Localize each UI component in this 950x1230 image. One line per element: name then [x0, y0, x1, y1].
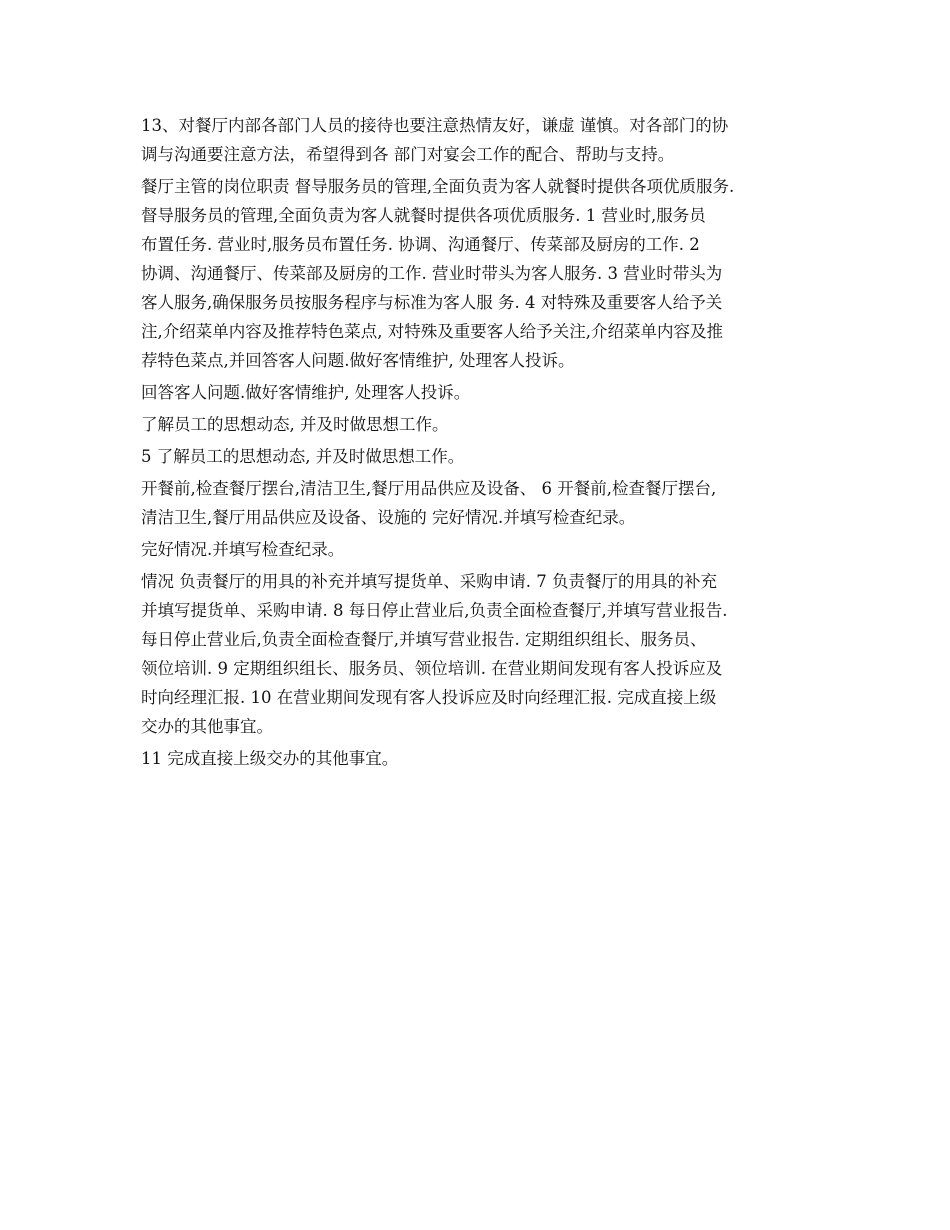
text-line: 清洁卫生,餐厅用品供应及设备、设施的 完好情况.并填写检查纪录。: [141, 508, 636, 527]
paragraph-2: [141, 172, 821, 375]
text-line: 时向经理汇报. 10 在营业期间发现有客人投诉应及时向经理汇报. 完成直接上级: [141, 688, 717, 707]
text-line: 情况 负责餐厅的用具的补充并填写提货单、采购申请. 7 负责餐厅的用具的补充: [141, 572, 717, 591]
text-line: 协调、沟通餐厅、传菜部及厨房的工作. 营业时带头为客人服务. 3 营业时带头为: [141, 264, 723, 283]
text-line: 注,介绍菜单内容及推荐特色菜点, 对特殊及重要客人给予关注,介绍菜单内容及推: [141, 322, 723, 341]
paragraph-5: [141, 442, 821, 471]
text-line: 回答客人问题.做好客情维护, 处理客人投诉。: [141, 383, 471, 402]
paragraph-7: [141, 535, 821, 564]
paragraph-3: [141, 378, 821, 407]
document-body: [141, 111, 821, 773]
paragraph-1: [141, 111, 821, 169]
paragraph-8: [141, 567, 821, 741]
text-line: 客人服务,确保服务员按服务程序与标准为客人服 务. 4 对特殊及重要客人给予关: [141, 293, 723, 312]
text-line: 11 完成直接上级交办的其他事宜。: [141, 749, 399, 768]
paragraph-4: [141, 410, 821, 439]
text-line: 督导服务员的管理,全面负责为客人就餐时提供各项优质服务. 1 营业时,服务员: [141, 206, 706, 225]
text-line: 餐厅主管的岗位职责 督导服务员的管理,全面负责为客人就餐时提供各项优质服务.: [141, 177, 735, 196]
text-line: 荐特色菜点,并回答客人问题.做好客情维护, 处理客人投诉。: [141, 351, 575, 370]
paragraph-6: [141, 474, 821, 532]
text-line: 每日停止营业后,负责全面检查餐厅,并填写营业报告. 定期组织组长、服务员、: [141, 630, 707, 649]
text-line: 13、对餐厅内部各部门人员的接待也要注意热情友好，谦虚 谨慎。对各部门的协: [141, 116, 729, 135]
text-line: 5 了解员工的思想动态, 并及时做思想工作。: [141, 447, 465, 466]
paragraph-9: [141, 744, 821, 773]
text-line: 领位培训. 9 定期组织组长、服务员、领位培训. 在营业期间发现有客人投诉应及: [141, 659, 723, 678]
text-line: 交办的其他事宜。: [141, 717, 273, 736]
text-line: 了解员工的思想动态, 并及时做思想工作。: [141, 415, 449, 434]
text-line: 开餐前,检查餐厅摆台,清洁卫生,餐厅用品供应及设备、 6 开餐前,检查餐厅摆台,: [141, 479, 717, 498]
text-line: 布置任务. 营业时,服务员布置任务. 协调、沟通餐厅、传菜部及厨房的工作. 2: [141, 235, 700, 254]
text-line: 并填写提货单、采购申请. 8 每日停止营业后,负责全面检查餐厅,并填写营业报告.: [141, 601, 728, 620]
text-line: 完好情况.并填写检查纪录。: [141, 540, 345, 559]
text-line: 调与沟通要注意方法，希望得到各 部门对宴会工作的配合、帮助与支持。: [141, 145, 675, 164]
